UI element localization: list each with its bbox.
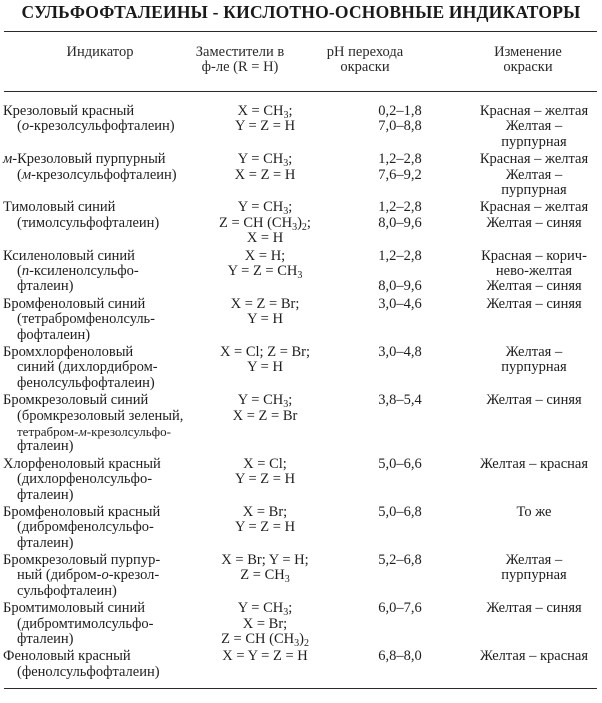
substituents	[190, 505, 340, 536]
header-substituents	[190, 44, 290, 75]
substituents-line: $X = CH_3$;	[237, 103, 293, 121]
table-row	[0, 152, 602, 200]
ph-range-line: 7,0–8,8	[378, 118, 422, 135]
substituents-line: Z = CH $(CH_3)_2$;	[219, 214, 311, 233]
color-change	[468, 297, 600, 312]
indicator-name-line: Ксиленоловый синий	[3, 247, 135, 264]
indicator-name	[3, 553, 203, 599]
color-change-line: Красная – желтая	[479, 103, 589, 119]
substituents-line: $Y = CH_3$;	[237, 392, 293, 411]
table-row	[0, 649, 602, 682]
header-color-line2: окраски	[503, 59, 553, 76]
substituents-line: Y = Z = H	[234, 519, 296, 536]
ph-range	[355, 152, 445, 183]
header-color-line1: Изменение	[494, 44, 562, 60]
color-change-line: пурпурная	[501, 359, 567, 376]
table-row	[0, 393, 602, 457]
header-color-change	[468, 44, 588, 75]
substituents-line: Y = Z = H	[234, 471, 296, 488]
color-change-line: Желтая –	[505, 118, 563, 135]
color-change	[468, 104, 600, 150]
indicator-name-line: (дибромтимолсульфо-	[17, 615, 154, 632]
indicator-name-line: (тетрабромфенолсуль-	[17, 311, 155, 328]
indicator-name-line: синий (дихлордибром-	[17, 359, 158, 376]
substituents-line: X = H;	[244, 247, 286, 264]
color-change-line: пурпурная	[501, 181, 567, 198]
indicator-name	[3, 649, 203, 680]
substituents-line: $Y = CH_3$;	[237, 199, 293, 218]
color-change-line: Желтая –	[505, 343, 563, 360]
substituents-line: Y = H	[247, 311, 283, 328]
header-substituents-line2: ф-ле (R = H)	[201, 59, 279, 76]
substituents	[190, 649, 340, 664]
substituents-line: X = Z = Br	[232, 407, 298, 424]
substituents-line: Z = CH $(CH_3)_2$	[221, 631, 309, 650]
indicator-name-line: Бромтимоловый синий	[3, 600, 145, 617]
indicator-name	[3, 249, 203, 295]
header-indicator-label: Индикатор	[66, 44, 134, 60]
substituents	[190, 297, 340, 328]
ph-range-line: 5,2–6,8	[378, 552, 422, 569]
indicator-name-line: Крезоловый красный	[3, 103, 135, 119]
substituents	[190, 152, 340, 183]
color-change	[468, 505, 600, 520]
ph-range-line: 1,2–2,8	[378, 199, 422, 216]
ph-range	[355, 601, 445, 616]
indicator-name-line: (бромкрезоловый зеленый,	[17, 407, 184, 424]
color-change	[468, 393, 600, 408]
substituents	[190, 457, 340, 488]
indicator-name-line: (тимолсульфофталеин)	[17, 214, 160, 231]
table-row	[0, 505, 602, 553]
header-substituents-line1: Заместители в	[195, 44, 285, 60]
substituents-line: Y = H	[247, 359, 283, 376]
indicator-name-line: (о-крезолсульфофталеин)	[17, 118, 175, 135]
substituents-line: X = Z = H	[234, 166, 296, 183]
indicator-name-line: Хлорфеноловый красный	[3, 455, 161, 472]
color-change	[468, 649, 600, 664]
header-ph-line2: окраски	[340, 59, 390, 76]
ph-range	[355, 649, 445, 664]
substituents	[190, 393, 340, 424]
indicator-name-line: (фенолсульфофталеин)	[17, 663, 160, 680]
ph-range	[355, 104, 445, 135]
color-change-line: Желтая –	[505, 166, 563, 183]
ph-range	[355, 553, 445, 568]
ph-range-line: 3,0–4,6	[378, 295, 422, 312]
substituents	[190, 249, 340, 280]
ph-range-line: 6,0–7,6	[378, 600, 422, 617]
indicator-name-line: тетрабром-м-крезолсульфо-	[17, 423, 171, 439]
table-body	[0, 104, 602, 682]
ph-range-line: 0,2–1,8	[378, 103, 422, 119]
table-bottom-rule	[4, 688, 597, 689]
substituents	[190, 104, 340, 135]
ph-range	[355, 200, 445, 231]
ph-range-line: 6,8–8,0	[378, 648, 422, 665]
indicator-name	[3, 601, 203, 647]
indicator-name-line: Бромхлорфеноловый	[3, 343, 134, 360]
indicator-name-line: Бромфеноловый красный	[3, 503, 161, 520]
color-change	[468, 152, 600, 198]
color-change-line: Красная – желтая	[479, 151, 589, 168]
table-row	[0, 200, 602, 248]
ph-range-line: 3,8–5,4	[378, 392, 422, 409]
ph-range-line: 3,0–4,8	[378, 343, 422, 360]
indicator-name-line: фталеин)	[17, 438, 74, 455]
table-row	[0, 553, 602, 601]
substituents-line: $Y = Z = CH_3$	[227, 262, 303, 281]
ph-range-line: 7,6–9,2	[378, 166, 422, 183]
color-change	[468, 601, 600, 616]
color-change-line: Желтая – синяя	[486, 295, 582, 312]
indicator-name	[3, 457, 203, 503]
color-change-line: Желтая – синяя	[486, 278, 582, 295]
indicator-name-line: (дихлорфенолсульфо-	[17, 471, 153, 488]
indicator-name	[3, 297, 203, 343]
header-indicator	[30, 44, 170, 59]
substituents-line: X = H	[246, 230, 284, 247]
substituents-line: X = Z = Br;	[230, 295, 300, 312]
table-row	[0, 457, 602, 505]
indicator-name	[3, 393, 203, 455]
table-top-rule	[4, 31, 597, 32]
indicator-name	[3, 152, 203, 183]
indicator-name-line: Феноловый красный	[3, 648, 131, 665]
header-ph-transition	[318, 44, 412, 75]
ph-range	[355, 345, 445, 360]
header-ph-line1: pH перехода	[326, 44, 404, 60]
color-change-line: Желтая – красная	[479, 455, 589, 472]
indicator-name-line: (дибромфенолсульфо-	[17, 519, 154, 536]
substituents	[190, 553, 340, 584]
color-change-line: Красная – желтая	[479, 199, 589, 216]
ph-range	[355, 505, 445, 520]
substituents	[190, 200, 340, 246]
substituents	[190, 345, 340, 376]
table-row	[0, 601, 602, 649]
ph-range-line: 8,0–9,6	[378, 214, 422, 231]
color-change-line: пурпурная	[501, 133, 567, 150]
ph-range-line	[355, 264, 445, 279]
indicator-name-line: фенолсульфофталеин)	[17, 374, 155, 391]
color-change	[468, 553, 600, 584]
indicator-name	[3, 505, 203, 551]
indicator-name-line: Бромкрезоловый пурпур-	[3, 552, 161, 569]
indicator-name-line: фталеин)	[17, 534, 74, 551]
indicator-name-line: (м-крезолсульфофталеин)	[17, 166, 177, 183]
color-change-line: Желтая –	[505, 552, 563, 569]
substituents-line: X = Br;	[242, 503, 288, 520]
indicator-name-line: (п-ксиленолсульфо-	[17, 262, 139, 279]
table-row	[0, 345, 602, 393]
header-bottom-rule	[4, 91, 597, 92]
indicator-name-line: ный (дибром-о-крезол-	[17, 567, 160, 584]
indicator-name	[3, 104, 203, 135]
ph-range-line: 5,0–6,8	[378, 503, 422, 520]
substituents-line: $Y = CH_3$;	[237, 600, 293, 619]
indicator-name-line: сульфофталеин)	[17, 582, 117, 599]
indicator-name-line: фталеин)	[17, 631, 74, 648]
ph-range	[355, 393, 445, 408]
color-change-line: Желтая – синяя	[486, 600, 582, 617]
page-title: СУЛЬФОФТАЛЕИНЫ - КИСЛОТНО-ОСНОВНЫЕ ИНДИКАТОРЫ	[21, 2, 581, 22]
indicator-name-line: Бромфеноловый синий	[3, 295, 146, 312]
indicator-name	[3, 200, 203, 231]
table-row	[0, 104, 602, 152]
substituents	[190, 600, 340, 650]
color-change-line: Желтая – синяя	[486, 392, 582, 409]
color-change	[468, 200, 600, 231]
substituents-line: X = Br;	[242, 615, 288, 632]
indicator-name-line: фталеин)	[17, 486, 74, 503]
substituents-line: X = Cl; Z = Br;	[219, 343, 311, 360]
indicator-name	[3, 345, 203, 391]
substituents-line: $Y = CH_3$;	[237, 151, 293, 170]
color-change-line: нево-желтая	[495, 262, 573, 279]
color-change-line: Желтая – красная	[479, 648, 589, 665]
color-change	[468, 345, 600, 376]
color-change-line: То же	[516, 503, 552, 520]
substituents-line: $Z = CH_3$	[240, 567, 290, 586]
indicator-name-line: фофталеин)	[17, 326, 91, 343]
ph-range	[355, 297, 445, 312]
table-row	[0, 297, 602, 345]
ph-range-line: 8,0–9,6	[378, 278, 422, 295]
substituents-line: X = Y = Z = H	[222, 648, 308, 665]
substituents-line: X = Cl;	[243, 455, 287, 472]
indicator-name-line: Тимоловый синий	[3, 199, 116, 216]
color-change-line: Желтая – синяя	[486, 214, 582, 231]
ph-range	[355, 457, 445, 472]
color-change	[468, 249, 600, 295]
color-change-line: пурпурная	[501, 567, 567, 584]
ph-range-line: 1,2–2,8	[378, 247, 422, 264]
substituents-line: X = Br; Y = H;	[221, 552, 309, 569]
indicator-name-line: фталеин)	[17, 278, 74, 295]
ph-range-line: 1,2–2,8	[378, 151, 422, 168]
indicator-name-line: Бромкрезоловый синий	[3, 392, 149, 409]
color-change-line: Красная – корич-	[481, 247, 587, 264]
ph-range	[355, 249, 445, 295]
table-row	[0, 249, 602, 297]
indicator-name-line: м-Крезоловый пурпурный	[3, 151, 166, 168]
ph-range-line: 5,0–6,6	[378, 455, 422, 472]
color-change	[468, 457, 600, 472]
substituents-line: Y = Z = H	[234, 118, 296, 135]
